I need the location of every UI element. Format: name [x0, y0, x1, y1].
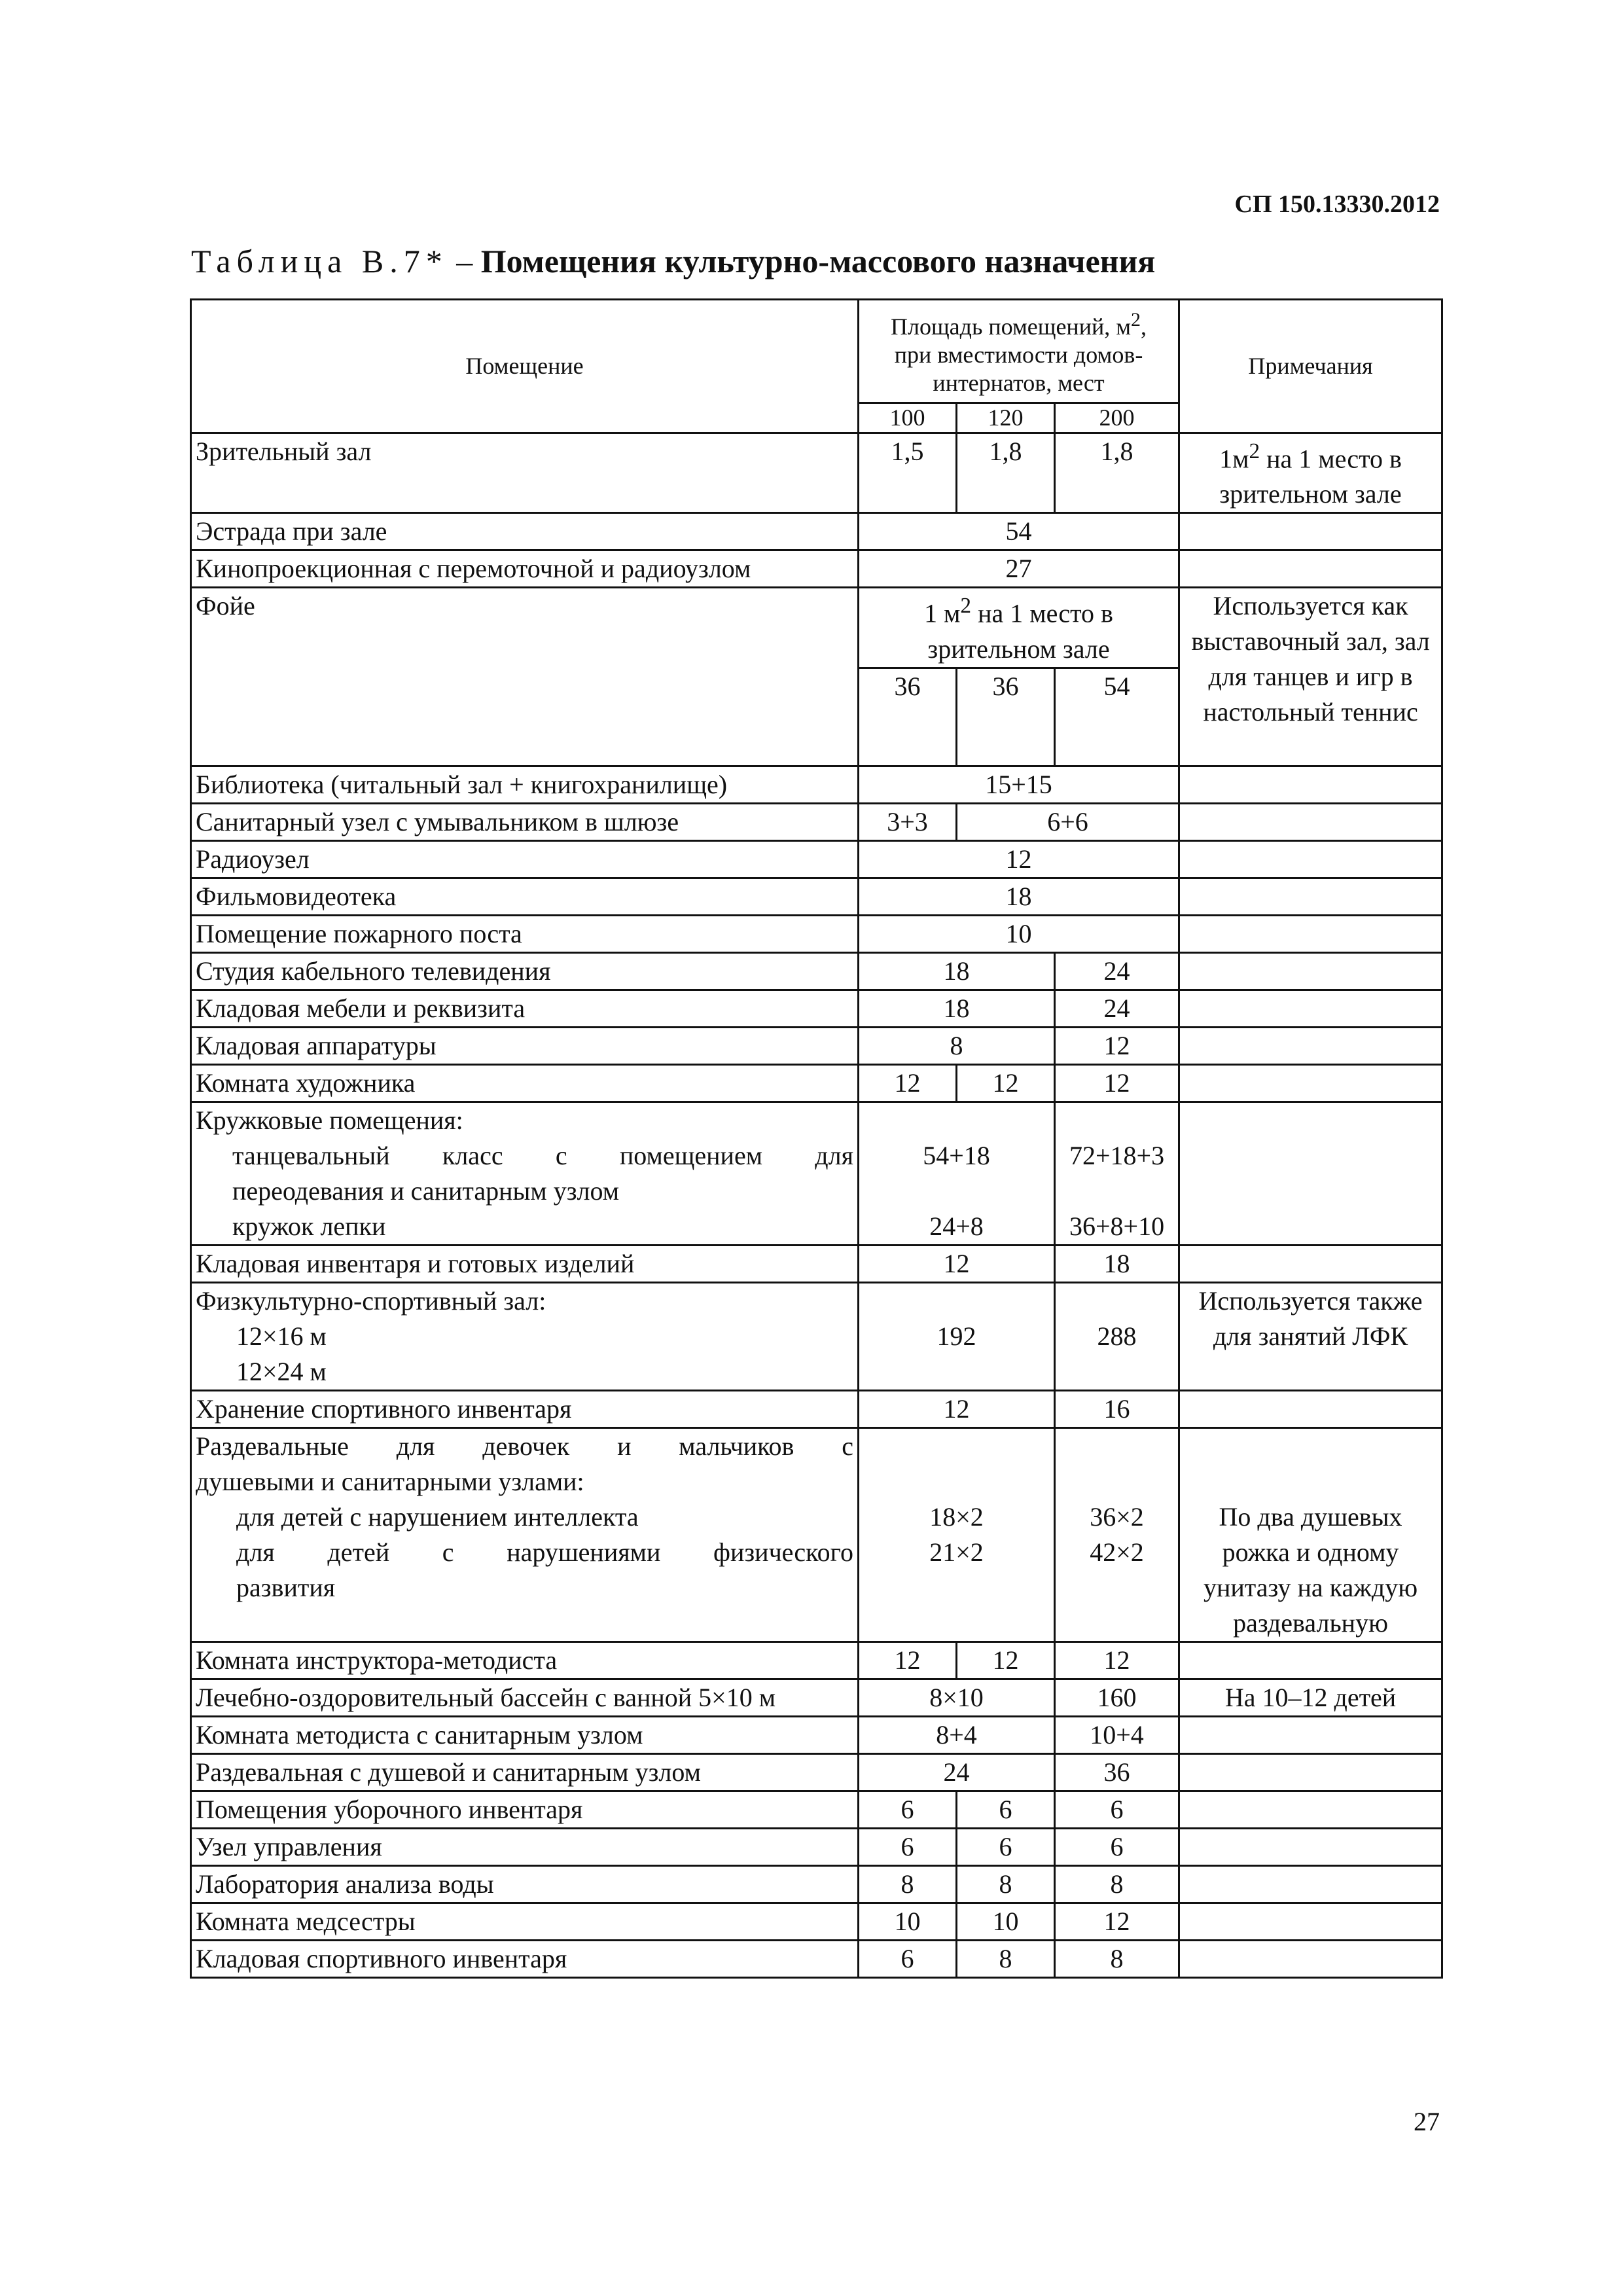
value-cell: 54 — [1055, 668, 1179, 766]
value-cell: 12 — [957, 1641, 1055, 1679]
note-cell — [1179, 1753, 1442, 1791]
table-row — [191, 1245, 1442, 1282]
value-line: 42×2 — [1090, 1537, 1144, 1567]
value-cell: 192 — [859, 1282, 1055, 1390]
table-row — [191, 1791, 1442, 1828]
value-cell: 10 — [957, 1903, 1055, 1940]
table-row — [191, 1865, 1442, 1903]
header-cap-200: 200 — [1055, 403, 1179, 433]
value-cell: 18 — [859, 878, 1179, 915]
value-cell: 160 — [1055, 1679, 1179, 1716]
header-area — [859, 300, 1179, 403]
note-text: 1м — [1219, 444, 1249, 474]
note-cell: По два душевых рожка и одному унитазу на каждую раздевальную — [1179, 1427, 1442, 1641]
value-cell: 24 — [859, 1753, 1055, 1791]
note-cell — [1179, 878, 1442, 915]
table-row — [191, 1903, 1442, 1940]
room-subcell: кружок лепки — [191, 1209, 859, 1246]
note-cell — [1179, 840, 1442, 878]
note-cell — [1179, 1865, 1442, 1903]
value-cell: 36+8+10 — [1055, 1209, 1179, 1246]
value-cell: 27 — [859, 550, 1179, 588]
table-row — [191, 878, 1442, 915]
note-cell — [1179, 1064, 1442, 1102]
table-row — [191, 1641, 1442, 1679]
room-cell: Комната художника — [191, 1064, 859, 1102]
room-cell: Студия кабельного телевидения — [191, 952, 859, 990]
value-line: 18×2 — [929, 1501, 984, 1532]
room-sub-line: для детей с нарушениями физического — [236, 1537, 853, 1567]
table-row — [191, 1390, 1442, 1427]
room-line: Раздевальные для девочек и мальчиков с — [196, 1431, 853, 1461]
note-cell — [1179, 1940, 1442, 1977]
room-sub-line: танцевальный класс с помещением для — [232, 1140, 853, 1170]
room-cell: Комната медсестры — [191, 1903, 859, 1940]
room-cell: Лечебно-оздоровительный бассейн с ванной 5×10 м — [191, 1679, 859, 1716]
room-sub-line: 12×16 м — [236, 1321, 327, 1351]
value-cell: 24 — [1055, 990, 1179, 1027]
room-cell: Кружковые помещения: — [191, 1102, 859, 1138]
note-cell — [1179, 915, 1442, 952]
table-row — [191, 1828, 1442, 1865]
room-cell: Кладовая инвентаря и готовых изделий — [191, 1245, 859, 1282]
room-sub-line: переодевания и санитарным узлом — [232, 1175, 620, 1206]
room-sub-line: для детей с нарушением интеллекта — [236, 1501, 639, 1532]
value-cell: 3+3 — [859, 803, 957, 840]
header-cap-100: 100 — [859, 403, 957, 433]
page-number: 27 — [1414, 2107, 1440, 2136]
value-cell: 1,5 — [859, 433, 957, 513]
value-cell: 72+18+3 — [1055, 1138, 1179, 1209]
value-cell: 12 — [859, 1641, 957, 1679]
room-cell: Лаборатория анализа воды — [191, 1865, 859, 1903]
value-line: 21×2 — [929, 1537, 984, 1567]
value-cell: 36 — [859, 668, 957, 766]
room-cell: Кладовая аппаратуры — [191, 1027, 859, 1064]
table-name: Помещения культурно-массового назначения — [480, 243, 1156, 279]
table-row — [191, 803, 1442, 840]
value-cell: 6 — [859, 1791, 957, 1828]
header-area-sup: 2 — [1131, 308, 1141, 331]
rooms-table — [190, 298, 1443, 1979]
room-cell — [191, 1427, 859, 1641]
value-sup: 2 — [960, 594, 972, 619]
value-cell: 288 — [1055, 1282, 1179, 1390]
value-cell: 12 — [1055, 1641, 1179, 1679]
room-cell — [191, 1282, 859, 1390]
document-code: СП 150.13330.2012 — [1234, 190, 1440, 218]
value-cell: 12 — [957, 1064, 1055, 1102]
value-cell: 54+18 — [859, 1138, 1055, 1209]
room-subcell — [191, 1138, 859, 1209]
header-room: Помещение — [191, 300, 859, 433]
note-cell — [1179, 1027, 1442, 1064]
room-cell: Зрительный зал — [191, 433, 859, 513]
value-cell: 6 — [1055, 1828, 1179, 1865]
note-cell: На 10–12 детей — [1179, 1679, 1442, 1716]
table-label: Таблица В.7* — [191, 243, 448, 279]
note-cell — [1179, 433, 1442, 513]
room-cell: Эстрада при зале — [191, 513, 859, 550]
note-cell — [1179, 1641, 1442, 1679]
title-dash: – — [448, 243, 481, 279]
room-cell: Узел управления — [191, 1828, 859, 1865]
table-row — [191, 990, 1442, 1027]
table-row — [191, 1940, 1442, 1977]
table-row — [191, 1427, 1442, 1641]
note-cell — [1179, 550, 1442, 588]
value-cell: 18 — [859, 990, 1055, 1027]
value-cell: 12 — [859, 840, 1179, 878]
note-cell — [1179, 1245, 1442, 1282]
note-cell — [1179, 1791, 1442, 1828]
table-row — [191, 840, 1442, 878]
value-cell: 6 — [957, 1828, 1055, 1865]
value-cell: 6 — [859, 1828, 957, 1865]
value-cell: 1,8 — [1055, 433, 1179, 513]
value-cell: 24 — [1055, 952, 1179, 990]
room-cell: Фильмовидеотека — [191, 878, 859, 915]
value-cell: 12 — [1055, 1903, 1179, 1940]
value-cell: 8 — [957, 1940, 1055, 1977]
value-cell: 10+4 — [1055, 1716, 1179, 1753]
note-cell — [1179, 1716, 1442, 1753]
value-cell — [1055, 1427, 1179, 1641]
value-cell: 1,8 — [957, 433, 1055, 513]
header-area-comma: , — [1141, 313, 1147, 340]
header-notes: Примечания — [1179, 300, 1442, 433]
room-cell: Кладовая спортивного инвентаря — [191, 1940, 859, 1977]
value-cell — [859, 588, 1179, 668]
note-cell — [1179, 1390, 1442, 1427]
note-sup: 2 — [1249, 439, 1260, 463]
room-cell: Фойе — [191, 588, 859, 766]
value-cell: 10 — [859, 915, 1179, 952]
room-cell: Помещение пожарного поста — [191, 915, 859, 952]
value-cell: 10 — [859, 1903, 957, 1940]
table-row — [191, 588, 1442, 668]
table-row — [191, 952, 1442, 990]
note-cell — [1179, 1903, 1442, 1940]
value-cell — [1055, 1102, 1179, 1138]
value-cell: 12 — [859, 1245, 1055, 1282]
header-area-line3: интернатов, мест — [933, 369, 1105, 396]
table-row — [191, 766, 1442, 803]
table-row — [191, 1027, 1442, 1064]
value-cell: 8 — [1055, 1865, 1179, 1903]
value-cell: 6 — [957, 1791, 1055, 1828]
room-cell: Раздевальная с душевой и санитарным узлом — [191, 1753, 859, 1791]
room-line: душевыми и санитарными узлами: — [196, 1466, 584, 1496]
value-cell: 8+4 — [859, 1716, 1055, 1753]
note-cell — [1179, 1102, 1442, 1245]
table-row — [191, 550, 1442, 588]
value-cell: 12 — [859, 1390, 1055, 1427]
value-cell: 36 — [1055, 1753, 1179, 1791]
value-cell: 36 — [957, 668, 1055, 766]
table-row — [191, 1679, 1442, 1716]
room-cell: Помещения уборочного инвентаря — [191, 1791, 859, 1828]
table-title — [191, 242, 1155, 280]
value-cell: 12 — [859, 1064, 957, 1102]
room-cell: Комната методиста с санитарным узлом — [191, 1716, 859, 1753]
value-cell: 54 — [859, 513, 1179, 550]
room-cell: Библиотека (читальный зал + книгохранилище) — [191, 766, 859, 803]
note-cell: Используется как выставочный зал, зал для танцев и игр в настольный теннис — [1179, 588, 1442, 766]
value-cell — [859, 1427, 1055, 1641]
room-cell: Радиоузел — [191, 840, 859, 878]
table-row — [191, 1064, 1442, 1102]
value-cell: 15+15 — [859, 766, 1179, 803]
room-text: Физкультурно-спортивный зал: — [196, 1285, 546, 1316]
header-area-line2: при вместимости домов- — [894, 341, 1143, 368]
value-cell: 8×10 — [859, 1679, 1055, 1716]
value-text: на 1 место в зрительном зале — [927, 598, 1113, 664]
room-sub-line: 12×24 м — [236, 1356, 327, 1386]
note-cell — [1179, 513, 1442, 550]
note-text: на 1 место в зрительном зале — [1219, 444, 1402, 509]
note-cell — [1179, 1828, 1442, 1865]
value-cell: 16 — [1055, 1390, 1179, 1427]
table-row — [191, 1753, 1442, 1791]
value-cell — [859, 1102, 1055, 1138]
value-cell: 18 — [859, 952, 1055, 990]
value-cell: 6+6 — [957, 803, 1179, 840]
table-row — [191, 1716, 1442, 1753]
header-area-line1: Площадь помещений, м — [891, 313, 1132, 340]
header-cap-120: 120 — [957, 403, 1055, 433]
value-cell: 6 — [1055, 1791, 1179, 1828]
value-cell: 8 — [1055, 1940, 1179, 1977]
header-row — [191, 300, 1442, 403]
table-row — [191, 915, 1442, 952]
value-cell: 12 — [1055, 1027, 1179, 1064]
value-cell: 24+8 — [859, 1209, 1055, 1246]
room-cell: Кладовая мебели и реквизита — [191, 990, 859, 1027]
value-cell: 12 — [1055, 1064, 1179, 1102]
value-cell: 8 — [957, 1865, 1055, 1903]
table-row — [191, 433, 1442, 513]
note-cell — [1179, 990, 1442, 1027]
note-cell — [1179, 952, 1442, 990]
room-cell: Санитарный узел с умывальником в шлюзе — [191, 803, 859, 840]
value-cell: 8 — [859, 1027, 1055, 1064]
note-cell — [1179, 766, 1442, 803]
note-cell — [1179, 803, 1442, 840]
room-cell: Комната инструктора-методиста — [191, 1641, 859, 1679]
value-line: 36×2 — [1090, 1501, 1144, 1532]
value-cell: 8 — [859, 1865, 957, 1903]
room-sub-line: развития — [236, 1572, 336, 1602]
room-cell: Хранение спортивного инвентаря — [191, 1390, 859, 1427]
table-row — [191, 513, 1442, 550]
note-cell: Используется также для занятий ЛФК — [1179, 1282, 1442, 1390]
table-row — [191, 1102, 1442, 1138]
room-cell: Кинопроекционная с перемоточной и радиоузлом — [191, 550, 859, 588]
value-text: 1 м — [924, 598, 961, 628]
value-cell: 18 — [1055, 1245, 1179, 1282]
table-row — [191, 1282, 1442, 1390]
value-cell: 6 — [859, 1940, 957, 1977]
